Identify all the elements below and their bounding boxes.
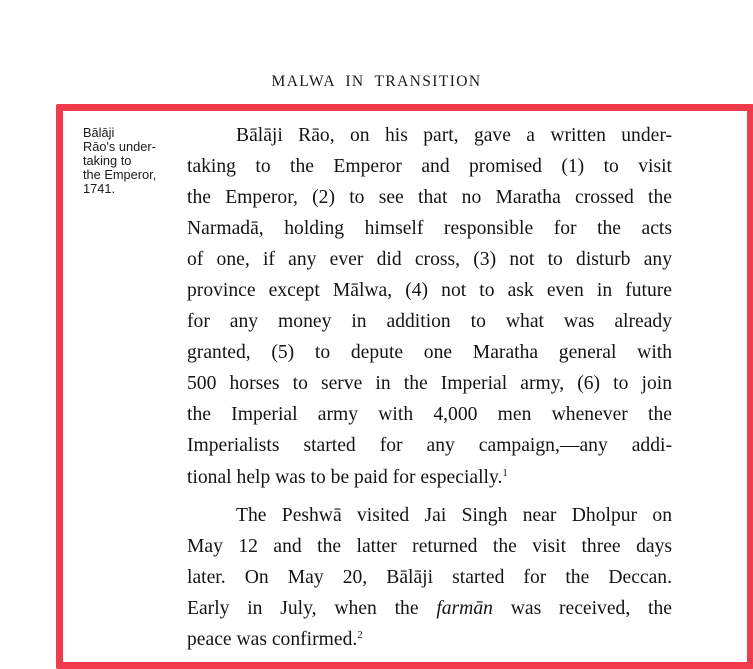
margin-note-line: Bālāji [83, 125, 115, 140]
text-line-last [187, 624, 672, 655]
text-line: Narmadā, holding himself responsible for the acts [187, 218, 672, 240]
margin-note-line: the Emperor, [83, 167, 157, 182]
margin-note [83, 126, 187, 196]
text-line-last [187, 462, 672, 493]
margin-note-line: 1741. [83, 181, 116, 196]
text-line: granted, (5) to depute one Maratha general with [187, 342, 672, 364]
text-line [187, 593, 672, 624]
text-line: May 12 and the latter returned the visit three days [187, 535, 672, 557]
text-line: taking to the Emperor and promised (1) to visit [187, 156, 672, 178]
margin-note-line: taking to [83, 153, 132, 168]
text-line: the Emperor, (2) to see that no Maratha crossed the [187, 187, 672, 209]
footnote-marker: 2 [357, 628, 363, 641]
footnote-marker: 1 [502, 466, 508, 479]
text-line: province except Mālwa, (4) not to ask even in future [187, 280, 672, 302]
text-line: for any money in addition to what was already [187, 311, 672, 333]
text-line: later. On May 20, Bālāji started for the Deccan. [187, 566, 672, 588]
text-line: Bālāji Rāo, on his part, gave a written under- [236, 125, 672, 146]
text-line-content: tional help was to be paid for especially. [187, 466, 503, 488]
body-text [187, 120, 672, 655]
text-line-content: peace was confirmed. [187, 628, 358, 650]
text-line: of one, if any ever did cross, (3) not to disturb any [187, 249, 672, 271]
italic-term: farmān [436, 597, 493, 619]
text-segment: was received, the [510, 597, 672, 619]
text-segment: Early in July, when the [187, 597, 419, 619]
margin-note-line: Rāo's under- [83, 139, 156, 154]
text-line: The Peshwā visited Jai Singh near Dholpur on [236, 504, 672, 526]
running-head: MALWA IN TRANSITION [271, 73, 482, 90]
text-line: Imperialists started for any campaign,—any addi- [187, 435, 672, 457]
text-line: 500 horses to serve in the Imperial army, (6) to join [187, 373, 672, 395]
paragraph-1 [187, 120, 672, 493]
paragraph-2 [187, 500, 672, 655]
text-line: the Imperial army with 4,000 men whenever the [187, 404, 672, 426]
